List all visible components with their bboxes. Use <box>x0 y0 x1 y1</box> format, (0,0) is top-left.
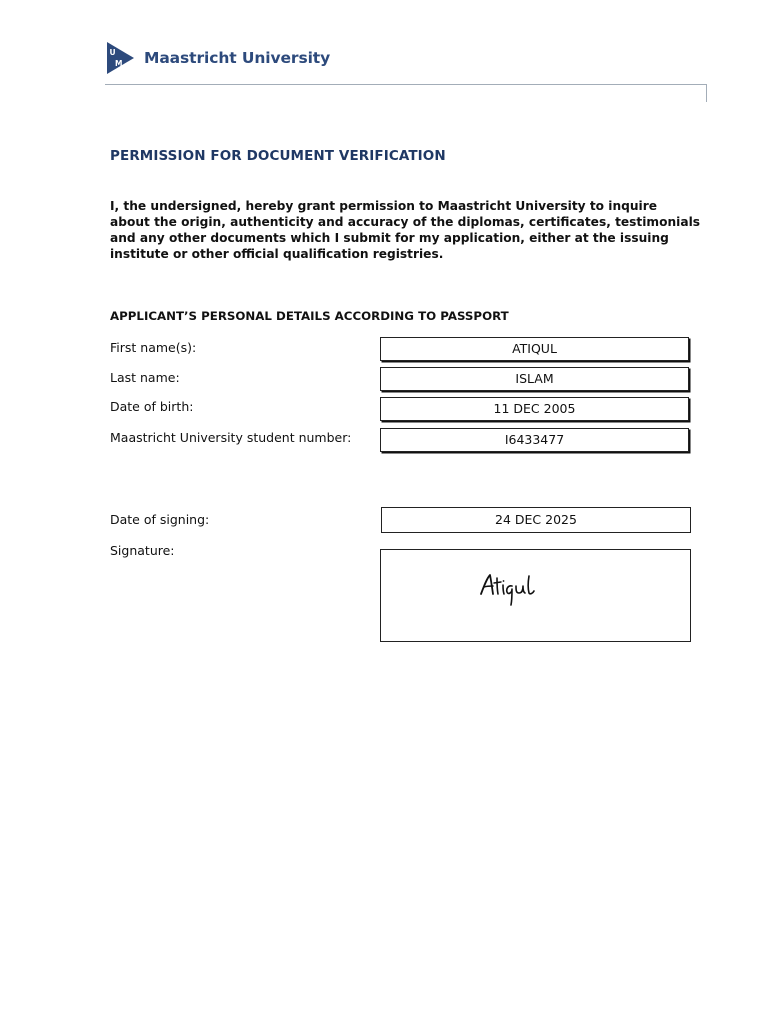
last-name-label: Last name: <box>110 370 180 385</box>
logo-letter-m: M <box>115 59 123 68</box>
date-of-birth-label: Date of birth: <box>110 399 194 414</box>
date-of-birth-field[interactable]: 11 DEC 2005 <box>380 397 689 421</box>
signature-field[interactable] <box>380 549 691 642</box>
date-of-signing-label: Date of signing: <box>110 512 210 527</box>
first-name-field[interactable]: ATIQUL <box>380 337 689 361</box>
um-logo-icon <box>107 42 134 74</box>
header-divider-end <box>706 84 707 102</box>
section-heading-personal-details: APPLICANT’S PERSONAL DETAILS ACCORDING TO PASSPORT <box>110 309 509 323</box>
date-of-signing-field[interactable]: 24 DEC 2025 <box>381 507 691 533</box>
logo-letter-u: U <box>109 48 116 57</box>
signature-label: Signature: <box>110 543 175 558</box>
student-number-label: Maastricht University student number: <box>110 430 352 445</box>
first-name-label: First name(s): <box>110 340 197 355</box>
page-title: PERMISSION FOR DOCUMENT VERIFICATION <box>110 148 446 164</box>
student-number-field[interactable]: I6433477 <box>380 428 689 452</box>
permission-statement: I, the undersigned, hereby grant permission to Maastricht University to inquire about the origin, authenticity and accuracy of the diplomas, certificates, testimonials and any other documents which I submit for my application, either at the issuing institute or other official qualification registries. <box>110 199 701 261</box>
handwritten-signature <box>479 572 545 608</box>
last-name-field[interactable]: ISLAM <box>380 367 689 391</box>
header-divider <box>105 84 707 85</box>
page-header <box>107 42 330 74</box>
university-name: Maastricht University <box>144 49 331 67</box>
